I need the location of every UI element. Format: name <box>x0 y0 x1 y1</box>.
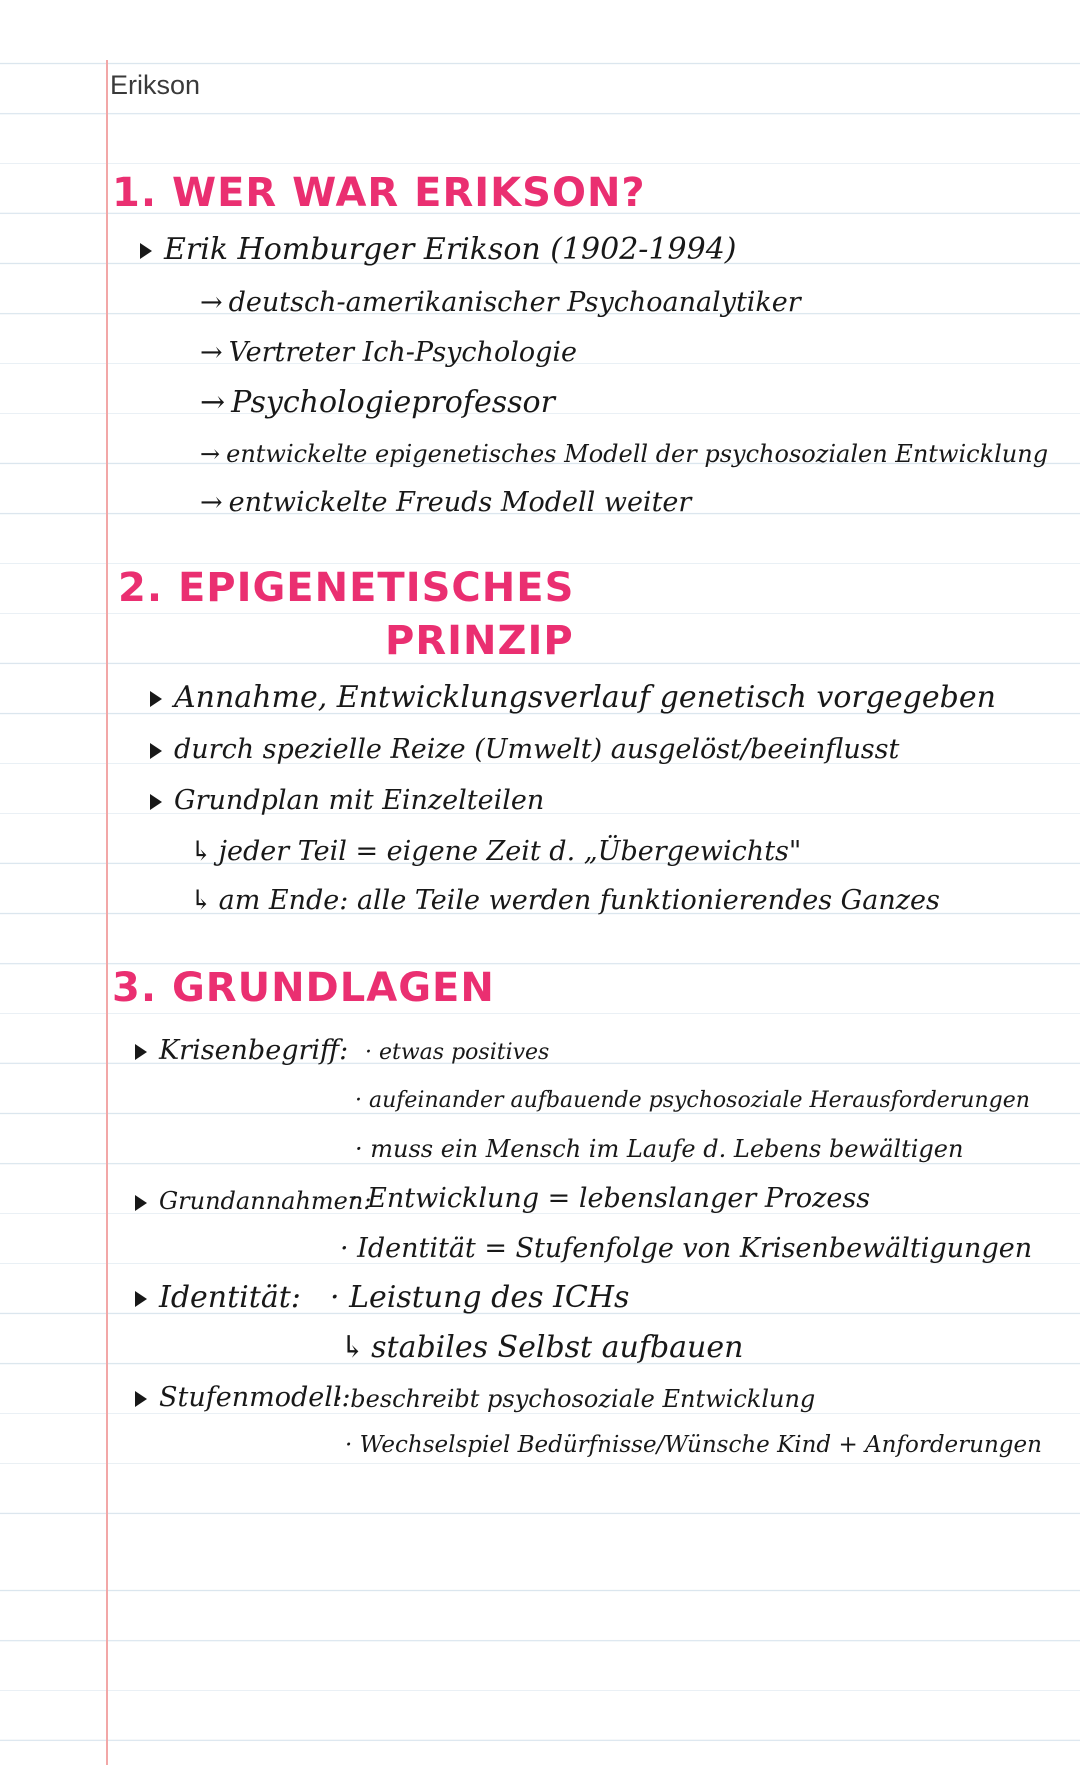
section-1-item-text: entwickelte epigenetisches Modell der psychosozialen Entwicklung <box>226 440 1049 468</box>
section-1-item-text: entwickelte Freuds Modell weiter <box>228 487 692 518</box>
ident-label <box>135 1280 301 1315</box>
bullet-icon <box>140 243 152 259</box>
krisen-line: · etwas positives <box>365 1040 550 1065</box>
section-1-item <box>200 385 555 420</box>
stufen-label <box>135 1382 351 1413</box>
sub-arrow-icon: ↳ <box>340 1330 366 1365</box>
krisen-label <box>135 1035 348 1066</box>
section-2-bullet-text: durch spezielle Reize (Umwelt) ausgelöst/beeinflusst <box>174 734 900 765</box>
sub-arrow-icon: ↳ <box>190 836 213 867</box>
bullet-icon <box>135 1291 147 1307</box>
ident-line: · Leistung des ICHs <box>330 1280 630 1315</box>
grund-label <box>135 1187 371 1215</box>
section-2-bullet-text: Grundplan mit Einzelteilen <box>174 785 545 816</box>
section-1-bullet-text: Erik Homburger Erikson (1902-1994) <box>164 232 737 267</box>
krisen-line: · aufeinander aufbauende psychosoziale Herausforderungen <box>355 1088 1030 1113</box>
arrow-icon: → <box>200 337 223 368</box>
section-2-sub <box>190 885 940 916</box>
section-1-item-text: deutsch-amerikanischer Psychoanalytiker <box>228 287 801 318</box>
section-2-sub <box>190 836 801 867</box>
sub-arrow-icon: ↳ <box>190 885 213 916</box>
arrow-icon: → <box>200 487 223 518</box>
ident-sub-text: stabiles Selbst aufbauen <box>371 1330 744 1365</box>
page-title: Erikson <box>110 70 201 100</box>
bullet-icon <box>135 1044 147 1060</box>
ident-label-text: Identität: <box>159 1280 301 1315</box>
stufen-line: · Wechselspiel Bedürfnisse/Wünsche Kind + Anforderungen <box>345 1432 1042 1458</box>
section-2-heading-line2: PRINZIP <box>385 618 574 664</box>
ident-sub <box>340 1330 743 1365</box>
section-1-item-text: Psychologieprofessor <box>231 385 555 420</box>
krisen-line: · muss ein Mensch im Laufe d. Lebens bewältigen <box>355 1135 964 1163</box>
section-1-heading: 1. WER WAR ERIKSON? <box>112 170 646 216</box>
krisen-label-text: Krisenbegriff: <box>159 1035 349 1066</box>
section-2-sub-text: am Ende: alle Teile werden funktionierendes Ganzes <box>218 885 940 916</box>
arrow-icon: → <box>200 385 226 420</box>
section-1-item <box>200 487 691 518</box>
section-2-heading: 2. EPIGENETISCHES <box>118 565 575 611</box>
section-2-bullet <box>150 785 544 816</box>
section-2-bullet <box>150 734 899 765</box>
margin-line <box>106 60 108 1765</box>
bullet-icon <box>150 743 162 759</box>
bullet-icon <box>150 691 162 707</box>
section-1-item <box>200 440 1048 468</box>
arrow-icon: → <box>200 440 221 468</box>
stufen-line: · beschreibt psychosoziale Entwicklung <box>335 1385 816 1413</box>
section-3-heading: 3. GRUNDLAGEN <box>112 965 495 1011</box>
grund-line: · Entwicklung = lebenslanger Prozess <box>350 1183 871 1214</box>
section-1-bullet <box>140 232 737 267</box>
section-2-sub-text: jeder Teil = eigene Zeit d. „Übergewichts" <box>218 836 802 867</box>
bullet-icon <box>135 1391 147 1407</box>
grund-label-text: Grundannahmen: <box>159 1187 372 1215</box>
stufen-label-text: Stufenmodell: <box>159 1382 351 1413</box>
section-1-item <box>200 337 577 368</box>
section-2-bullet <box>150 680 996 715</box>
bullet-icon <box>150 794 162 810</box>
bullet-icon <box>135 1195 147 1211</box>
section-1-item <box>200 287 801 318</box>
grund-line: · Identität = Stufenfolge von Krisenbewältigungen <box>340 1233 1033 1264</box>
arrow-icon: → <box>200 287 223 318</box>
section-1-item-text: Vertreter Ich-Psychologie <box>228 337 577 368</box>
section-2-bullet-text: Annahme, Entwicklungsverlauf genetisch vorgegeben <box>174 680 996 715</box>
